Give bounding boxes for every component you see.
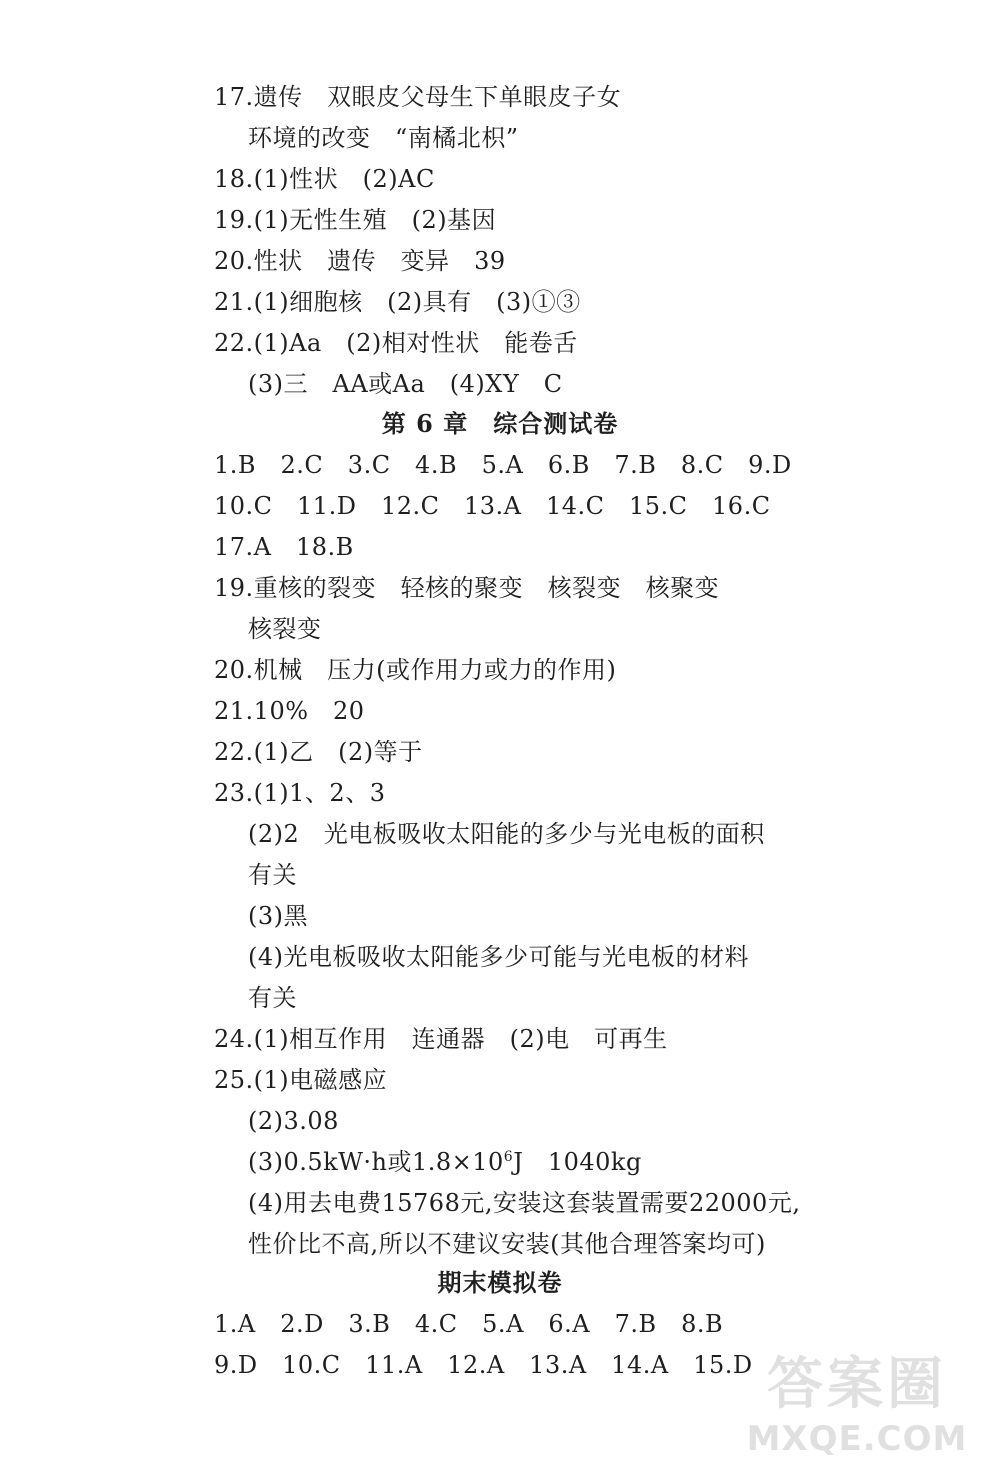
ch6-answer-23-line-5: (4)光电板吸收太阳能多少可能与光电板的材料: [248, 943, 749, 971]
ch6-answer-23-line-6: 有关: [248, 984, 297, 1012]
answer-22-line-2: (3)三 AA或Aa (4)XY C: [248, 370, 563, 398]
ch6-mc-row-3: 17.A 18.B: [214, 533, 354, 561]
ch6-answer-25-line-2: (2)3.08: [248, 1107, 339, 1135]
answer-17-line-1: 17.遗传 双眼皮父母生下单眼皮子女: [214, 83, 622, 111]
ch6-answer-25-line-4: (4)用去电费15768元,安装这套装置需要22000元,: [248, 1189, 801, 1217]
answer-18: 18.(1)性状 (2)AC: [214, 165, 435, 193]
watermark-logo-text: 答案圈: [767, 1352, 947, 1417]
answer-19: 19.(1)无性生殖 (2)基因: [214, 206, 497, 234]
answer-17-line-2: 环境的改变 “南橘北枳”: [248, 124, 519, 152]
ch6-answer-23-line-4: (3)黑: [248, 902, 308, 930]
ch6-answer-20: 20.机械 压力(或作用力或力的作用): [214, 656, 617, 684]
ch6-answer-25-line-5: 性价比不高,所以不建议安装(其他合理答案均可): [248, 1230, 766, 1258]
ch6-answer-22: 22.(1)乙 (2)等于: [214, 738, 423, 766]
watermark-url: MXQE.COM: [746, 1419, 968, 1459]
section-title-chapter-6: 第 6 章 综合测试卷: [381, 409, 619, 438]
section-title-final-mock: 期末模拟卷: [437, 1268, 563, 1297]
answer-21: 21.(1)细胞核 (2)具有 (3)①③: [214, 288, 581, 316]
ch6-answer-21: 21.10% 20: [214, 697, 365, 725]
answer-20: 20.性状 遗传 变异 39: [214, 247, 506, 275]
ch6-answer-19-line-2: 核裂变: [248, 615, 322, 643]
ch6-answer-25-line-3-post: J 1040kg: [513, 1148, 642, 1176]
answer-22-line-1: 22.(1)Aa (2)相对性状 能卷舌: [214, 329, 578, 357]
ch6-answer-25-line-1: 25.(1)电磁感应: [214, 1066, 388, 1094]
final-mc-row-1: 1.A 2.D 3.B 4.C 5.A 6.A 7.B 8.B: [214, 1310, 724, 1338]
ch6-answer-19-line-1: 19.重核的裂变 轻核的聚变 核裂变 核聚变: [214, 574, 720, 602]
exponent: 6: [503, 1149, 514, 1165]
ch6-mc-row-2: 10.C 11.D 12.C 13.A 14.C 15.C 16.C: [214, 492, 771, 520]
ch6-answer-23-line-3: 有关: [248, 861, 297, 889]
watermark: [732, 1353, 982, 1463]
ch6-answer-23-line-2: (2)2 光电板吸收太阳能的多少与光电板的面积: [248, 820, 765, 848]
ch6-answer-23-line-1: 23.(1)1、2、3: [214, 779, 386, 807]
ch6-mc-row-1: 1.B 2.C 3.C 4.B 5.A 6.B 7.B 8.C 9.D: [214, 451, 792, 479]
ch6-answer-24: 24.(1)相互作用 连通器 (2)电 可再生: [214, 1025, 668, 1053]
final-mc-row-2: 9.D 10.C 11.A 12.A 13.A 14.A 15.D: [214, 1351, 753, 1379]
ch6-answer-25-line-3: [248, 1147, 642, 1177]
ch6-answer-25-line-3-pre: (3)0.5kW·h或1.8×10: [248, 1148, 504, 1176]
